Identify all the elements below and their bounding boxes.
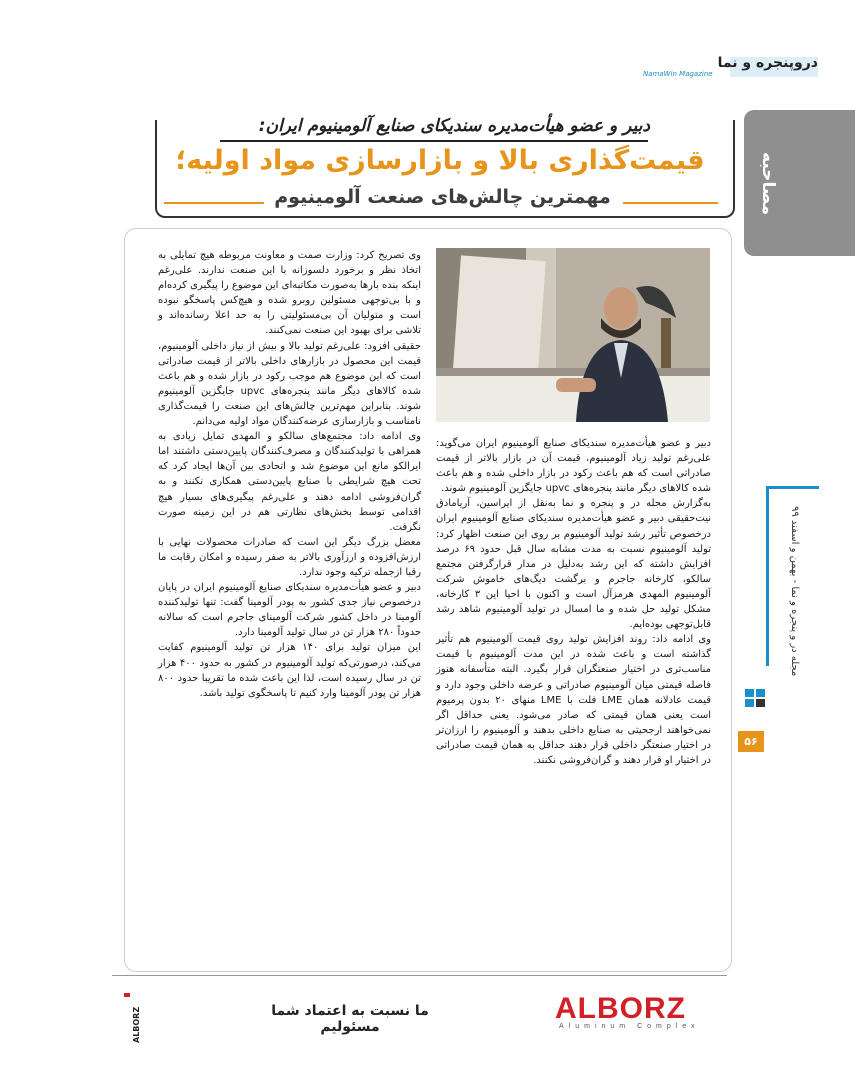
article-column-left [158,248,421,701]
magazine-logo-subtitle: NamaWin Magazine [643,70,713,78]
paragraph: حقیقی افزود: علی‌رغم تولید بالا و بیش از نیاز داخلی آلومینیوم، قیمت این محصول در بازارهای داخلی بالاتر از قیمت صادراتی است که این موضوع هم موجب رکود در بازار شده و هم باعث شده کالاهای دیگر مانند پنجره‌های upvc جایگزین آلومینیوم شوند. بنابراین مهم‌ترین چالش‌های این صنعت را قیمت‌گذاری نامناسب و بازارسازی عرضه‌کنندگان مواد اولیه می‌دانم. [158,340,422,428]
interview-photo [436,248,710,422]
advertisement-slogan: ما نسبت به اعتماد شما مسئولیم [271,1003,429,1035]
article-subheadline: مهمترین چالش‌های صنعت آلومینیوم [274,186,611,208]
section-tab-label: مصاحبه [758,152,778,216]
paragraph: معضل بزرگ دیگر این است که صادرات محصولات نهایی با ارزش‌افزوده و ارزآوری بالاتر به صفر رسیده و امکان رقابت ما رقبا ازجمله ترکیه وجود ندارد. [158,536,421,578]
alborz-logo-text: ALBORZ [555,992,686,1025]
paragraph: وی ادامه داد: روند افزایش تولید روی قیمت آلومینیوم هم تأثیر گذاشته است و باعث شده در این مدت آلومینیوم با قیمت مناسب‌تری در اختیار صنعتگران قرار بگیرد. البته متأسفانه هنوز فاصله قیمتی میان آلومینیوم صادراتی و عرضه داخلی وجود دارد و قیمت عادلانه همان LME فلت با LME منهای ۲۰ بدون پرمیوم است یعنی همان قیمتی که صادر می‌شود. یعنی حداقل اگر نمی‌خواهند ارجحیتی به صنایع داخلی بدهند و آلومینیوم را ارزان‌تر در اختیار صنعتگر داخلی قرار دهند حداقل به همان قیمت صادراتی در اختیار او قرار دهند و گران‌فروشی نکنند. [436,634,711,766]
magazine-logo [643,55,818,81]
paragraph: دبیر و عضو هیأت‌مدیره سندیکای صنایع آلومینیوم ایران در پایان درخصوص نیاز جدی کشور به پودر آلومینا گفت: تنها تولیدکننده آلومینا در داخل کشور شرکت آلومینای جاجرم است که سالانه حدوداً ۲۸۰ هزار تن در سال تولید آلومینا دارد. [158,582,421,639]
footer-rule [112,975,727,976]
office-photo-illustration [436,248,710,422]
footer-red-mark [124,993,130,997]
issue-info: مجله در و پنجره و نما - بهمن و اسفند ۹۹ [789,505,800,676]
article-headline: قیمت‌گذاری بالا و بازارسازی مواد اولیه؛ [175,145,705,176]
alborz-logo [555,992,730,1036]
margin-vertical-rule [766,486,769,666]
section-tab [744,110,855,256]
paragraph: دبیر و عضو هیأت‌مدیره سندیکای صنایع آلومینیوم ایران می‌گوید: علی‌رغم تولید زیاد آلومینیوم، قیمت آن در بازار بالاتر از قیمت صادراتی است که هم باعث رکود در بازار داخلی شده و هم باعث شده کالاهای دیگر مانند پنجره‌های upvc جایگزین آلومینیوم شوند. [436,438,711,495]
kicker-underline [220,140,648,142]
margin-horizontal-rule [766,486,819,489]
paragraph: وی ادامه داد: مجتمع‌های سالکو و المهدی تمایل زیادی به همراهی با تولیدکنندگان و مصرف‌کنندگان پایین‌دستی داشتند اما ایرالکو مانع این موضوع شد و اتحادی بین آن‌ها ایجاد کرد که تحت هیچ شرایطی با صنایع پایین‌دستی همکاری نکنند و به گران‌فروشی ادامه دهند و علی‌رغم پیگیری‌های بسیار هیچ اقدامی توسط بخش‌های نظارتی هم در این زمینه صورت نگرفت. [158,431,421,533]
footer-brand-vertical: ALBORZ [132,1006,141,1043]
page-number: ۵۶ [738,731,764,752]
alborz-logo-subtitle: Aluminum Complex [559,1023,700,1030]
article-kicker: دبیر و عضو هیأت‌مدیره سندیکای صنایع آلومینیوم ایران: [258,116,650,136]
article-column-right [436,436,711,768]
paragraph: این میزان تولید برای ۱۴۰ هزار تن تولید آلومینیوم کفایت می‌کند، درصورتی‌که تولید آلومینیوم در کشور به حدود ۴۰۰ هزار تن در سال رسیده است، لذا این باعث شده ما تقریبا حدود ۸۰۰ هزار تن پودر آلومینا وارد کنیم تا پاسخگوی تولید باشد. [158,642,421,699]
paragraph: وی تصریح کرد: وزارت صمت و معاونت مربوطه هیچ تمایلی به اتخاذ نظر و برخورد دلسوزانه با این صنعت ندارند. علی‌رغم اینکه بنده بارها به‌صورت مکاتبه‌ای این موضوع را پیگیری کرده‌ام و با بی‌توجهی مسئولین روبرو شده و هیچ‌کس پاسخگو نبوده است و متولیان آن بی‌مسئولیتی را به حد اعلا رسانده‌اند و تلاشی برای بهبود این صنعت نمی‌کنند. [158,250,421,337]
paragraph: به‌گزارش مجله در و پنجره و نما به‌نقل از ایراسین، آریامادق نیت‌حقیقی دبیر و عضو هیأت‌مدیره سندیکای صنایع آلومینیوم ایران درخصوص تأثیر رشد تولید آلومینیوم بر روی این صنعت اظهار کرد: تولید آلومینیوم نسبت به مدت مشابه سال قبل حدود ۶۹ درصد افزایش داشته که این رشد به‌دلیل در مدار قرارگرفتن مجتمع سالکو، کارخانه جاجرم و برگشت دیگ‌های خاموش شرکت آلومینیوم المهدی هرمزآل است و اکنون با احیا این ۳ کارخانه، مشکل تولید حل شده و ما امسال در تولید آلومینیوم شاهد رشد قابل‌توجهی بوده‌ایم. [436,498,711,631]
magazine-logo-title: دروپنجره و نما [717,55,818,71]
window-icon [744,688,766,708]
